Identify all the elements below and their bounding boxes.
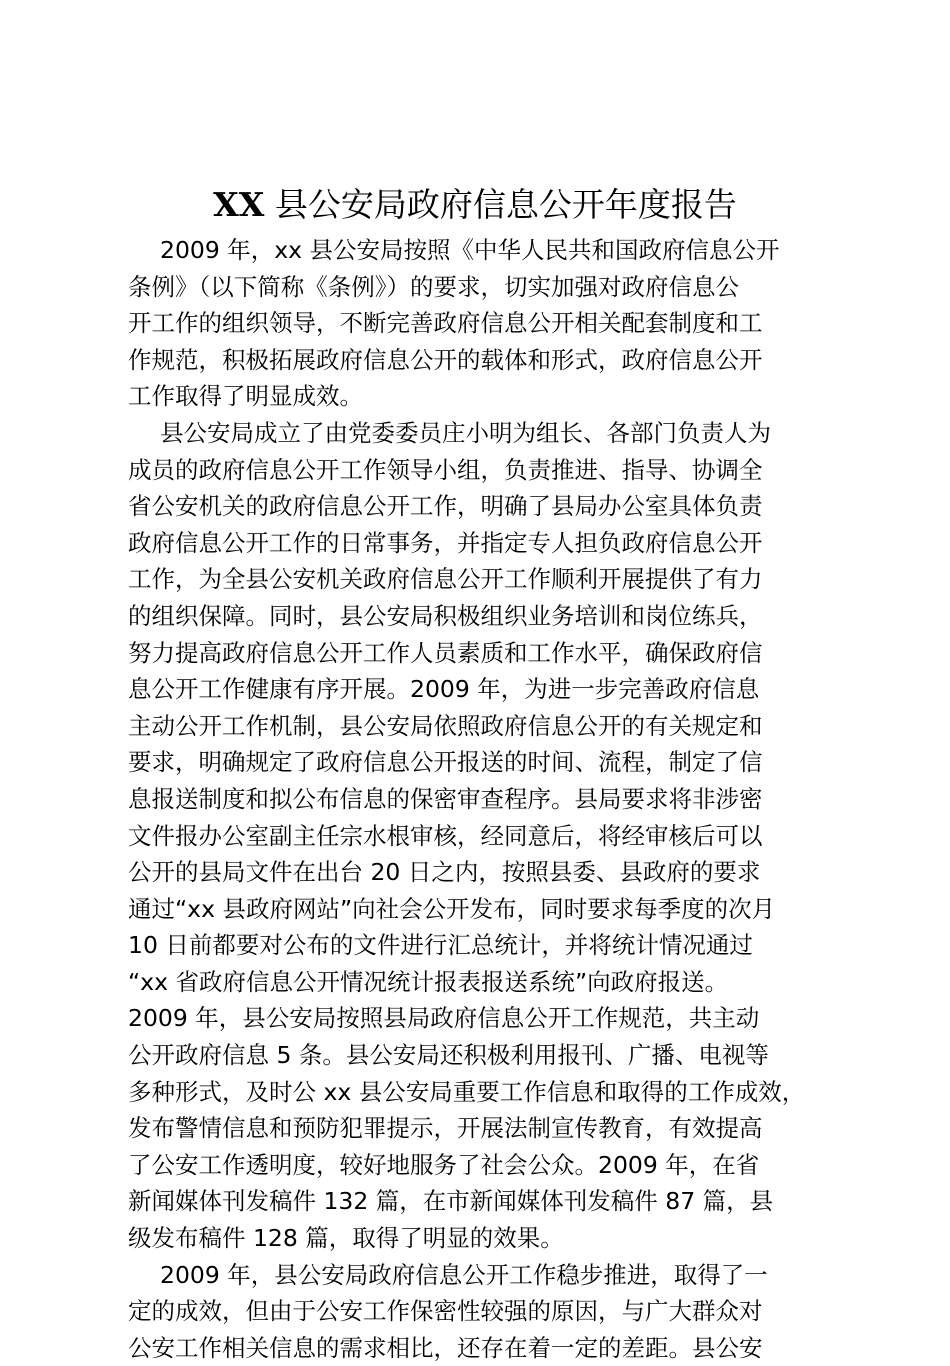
title-prefix: XX [213,185,265,224]
text-line: 10 日前都要对公布的文件进行汇总统计，并将统计情况通过 [128,931,753,960]
text-line: 条例》（以下简称《条例》）的要求，切实加强对政府信息公 [128,272,739,301]
text-line: 公开政府信息 5 条。县公安局还积极利用报刊、广播、电视等 [128,1041,769,1070]
text-line: “xx 省政府信息公开情况统计报表报送系统”向政府报送。 [128,967,729,996]
text-line: 2009 年，县公安局政府信息公开工作稳步推进，取得了一 [160,1260,768,1289]
text-line: 新闻媒体刊发稿件 132 篇，在市新闻媒体刊发稿件 87 篇，县 [128,1187,774,1216]
text-line: 公开的县局文件在出台 20 日之内，按照县委、县政府的要求 [128,858,761,887]
text-line: 文件报办公室副主任宗水根审核，经同意后，将经审核后可以 [128,821,763,850]
text-line: 息公开工作健康有序开展。2009 年，为进一步完善政府信息 [128,675,760,704]
text-line: 的组织保障。同时，县公安局积极组织业务培训和岗位练兵， [128,601,763,630]
text-line: 定的成效，但由于公安工作保密性较强的原因，与广大群众对 [128,1297,763,1326]
text-line: 2009 年，县公安局按照县局政府信息公开工作规范，共主动 [128,1004,760,1033]
text-line: 主动公开工作机制，县公安局依照政府信息公开的有关规定和 [128,711,763,740]
text-line: 工作，为全县公安机关政府信息公开工作顺利开展提供了有力 [128,565,763,594]
text-line: 公安工作相关信息的需求相比，还存在着一定的差距。县公安 [128,1333,763,1362]
text-line: 政府信息公开工作的日常事务，并指定专人担负政府信息公开 [128,528,763,557]
text-line: 了公安工作透明度，较好地服务了社会公众。2009 年，在省 [128,1150,760,1179]
text-line: 成员的政府信息公开工作领导小组，负责推进、指导、协调全 [128,455,763,484]
text-line: 要求，明确规定了政府信息公开报送的时间、流程，制定了信 [128,748,763,777]
text-line: 多种形式，及时公 xx 县公安局重要工作信息和取得的工作成效， [128,1077,806,1106]
text-line: 2009 年，xx 县公安局按照《中华人民共和国政府信息公开 [160,236,780,264]
text-line: 努力提高政府信息公开工作人员素质和工作水平，确保政府信 [128,638,763,667]
text-line: 县公安局成立了由党委委员庄小明为组长、各部门负责人为 [160,418,771,447]
text-line: 级发布稿件 128 篇，取得了明显的效果。 [128,1224,564,1253]
text-line: 省公安机关的政府信息公开工作，明确了县局办公室具体负责 [128,492,763,521]
text-line: 开工作的组织领导，不断完善政府信息公开相关配套制度和工 [128,309,763,338]
document-body [128,232,858,1366]
title-text: 县公安局政府信息公开年度报告 [264,185,737,224]
document-title [0,182,950,228]
text-line: 工作取得了明显成效。 [128,382,363,411]
text-line: 息报送制度和拟公布信息的保密审查程序。县局要求将非涉密 [128,784,763,813]
text-line: 通过“xx 县政府网站”向社会公开发布，同时要求每季度的次月 [128,894,776,923]
text-line: 发布警情信息和预防犯罪提示，开展法制宣传教育，有效提高 [128,1114,763,1143]
text-line: 作规范，积极拓展政府信息公开的载体和形式，政府信息公开 [128,345,763,374]
